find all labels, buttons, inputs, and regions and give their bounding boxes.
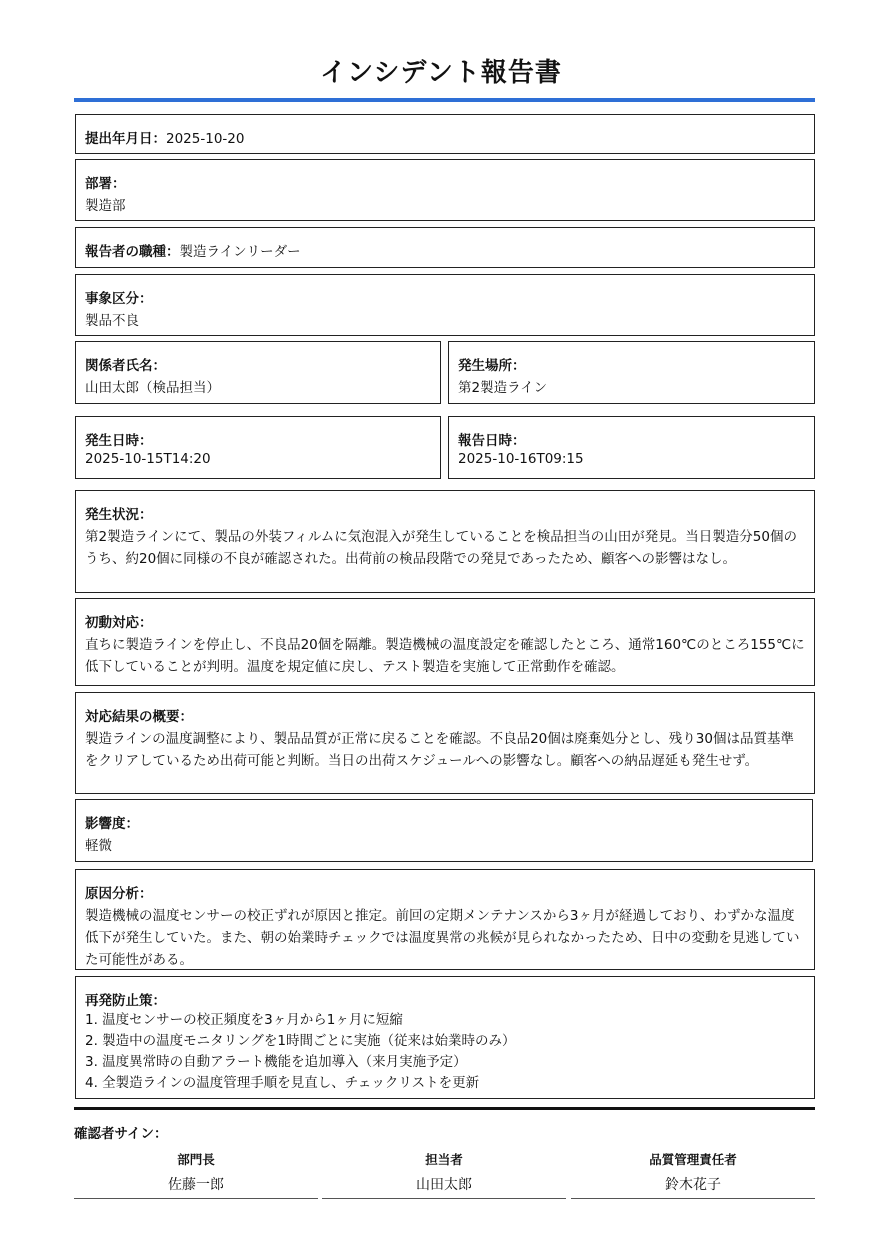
- cause-label: 原因分析：: [85, 886, 153, 902]
- signer-role: 担当者: [425, 1152, 463, 1167]
- reported-at-label: 報告日時：: [458, 433, 526, 449]
- outcome-text: 製造ラインの温度調整により、製品品質が正常に戻ることを確認。不良品20個は廃棄処分とし、残り30個は品質基準をクリアしているため出荷可能と判断。当日の出荷スケジュールへの影響なし。顧客への納品遅延も発生せず。: [85, 731, 794, 769]
- event-type-label: 事象区分：: [85, 291, 153, 307]
- outcome-label: 対応結果の概要：: [85, 709, 193, 725]
- prevention-item: 1. 温度センサーの校正頻度を3ヶ月から1ヶ月に短縮: [85, 1012, 403, 1028]
- title-underline: [74, 98, 815, 102]
- reporter-role-box: [75, 227, 815, 268]
- signature-divider: [74, 1107, 815, 1110]
- initial-response-text: 直ちに製造ラインを停止し、不良品20個を隔離。製造機械の温度設定を確認したところ、通常160℃のところ155℃に低下していることが判明。温度を規定値に戻し、テスト製造を実施して正常動作を確認。: [85, 637, 805, 675]
- submission-date-label: 提出年月日：: [85, 131, 166, 147]
- persons-label: 関係者氏名：: [85, 358, 166, 374]
- page-title: インシデント報告書: [320, 58, 562, 88]
- prevention-item: 3. 温度異常時の自動アラート機能を追加導入（来月実施予定）: [85, 1054, 467, 1070]
- prevention-box: [75, 976, 815, 1099]
- signature-slot-department-head[interactable]: [74, 1150, 318, 1199]
- prevention-item: 4. 全製造ラインの温度管理手順を見直し、チェックリストを更新: [85, 1075, 480, 1091]
- prevention-list: [85, 1010, 805, 1094]
- impact-label: 影響度：: [85, 816, 139, 832]
- reporter-role-value: 製造ラインリーダー: [179, 244, 301, 260]
- signer-role: 部門長: [177, 1152, 215, 1167]
- event-type-box: [75, 274, 815, 336]
- signer-name: 鈴木花子: [665, 1177, 721, 1193]
- reporter-role-label: 報告者の職種：: [85, 244, 180, 260]
- location-label: 発生場所：: [458, 358, 526, 374]
- situation-text: 第2製造ラインにて、製品の外装フィルムに気泡混入が発生していることを検品担当の山田が発見。当日製造分50個のうち、約20個に同様の不良が確認された。出荷前の検品段階での発見であったため、顧客への影響はなし。: [85, 529, 797, 567]
- occurred-at-box: [75, 416, 441, 479]
- signature-slot-quality-manager[interactable]: [571, 1150, 815, 1199]
- occurred-at-label: 発生日時：: [85, 433, 153, 449]
- signature-heading: 確認者サイン：: [74, 1126, 168, 1142]
- situation-box: [75, 490, 815, 593]
- situation-label: 発生状況：: [85, 507, 153, 523]
- department-label: 部署：: [85, 176, 126, 192]
- location-box: [448, 341, 815, 404]
- cause-box: [75, 869, 815, 970]
- signer-name: 佐藤一郎: [168, 1177, 224, 1193]
- submission-date-value: 2025-10-20: [166, 131, 245, 147]
- persons-value: 山田太郎（検品担当）: [85, 380, 220, 396]
- outcome-box: [75, 692, 815, 794]
- prevention-item: 2. 製造中の温度モニタリングを1時間ごとに実施（従来は始業時のみ）: [85, 1033, 516, 1049]
- reported-at-value: 2025-10-16T09:15: [458, 451, 584, 467]
- impact-box: [75, 799, 813, 862]
- location-value: 第2製造ライン: [458, 380, 548, 396]
- submission-date-box: [75, 114, 815, 154]
- persons-box: [75, 341, 441, 404]
- event-type-value: 製品不良: [85, 313, 139, 329]
- occurred-at-value: 2025-10-15T14:20: [85, 451, 211, 467]
- department-value: 製造部: [85, 198, 126, 214]
- initial-response-box: [75, 598, 815, 686]
- signer-role: 品質管理責任者: [649, 1152, 737, 1167]
- signature-slot-person-in-charge[interactable]: [322, 1150, 566, 1199]
- impact-value: 軽微: [85, 838, 112, 854]
- initial-response-label: 初動対応：: [85, 615, 153, 631]
- prevention-label: 再発防止策：: [85, 993, 166, 1009]
- reported-at-box: [448, 416, 815, 479]
- cause-text: 製造機械の温度センサーの校正ずれが原因と推定。前回の定期メンテナンスから3ヶ月が経過しており、わずかな温度低下が発生していた。また、朝の始業時チェックでは温度異常の兆候が見られなかったため、日中の変動を見逃していた可能性がある。: [85, 908, 800, 968]
- department-box: [75, 159, 815, 221]
- signer-name: 山田太郎: [416, 1177, 472, 1193]
